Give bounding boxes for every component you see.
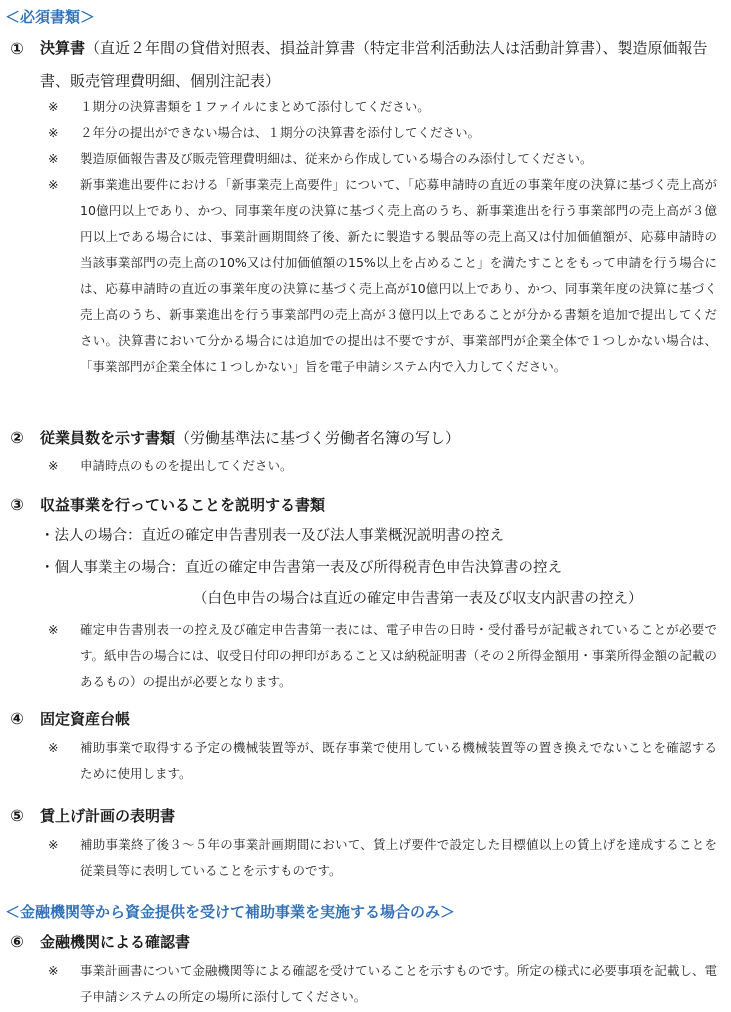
item-number: ⑤ [10, 806, 24, 825]
note-text: ２年分の提出ができない場合は、１期分の決算書を添付してください。 [80, 125, 481, 140]
item-title: 決算書 [40, 39, 86, 57]
item-heading [40, 704, 130, 734]
note-mark: ※ [48, 125, 59, 140]
item-number: ④ [10, 709, 24, 728]
item-heading [40, 490, 325, 520]
item-title: 固定資産台帳 [40, 710, 131, 728]
item-number: ① [10, 39, 24, 58]
note-mark: ※ [48, 177, 59, 192]
note-mark: ※ [48, 740, 59, 755]
corporate-case-line: ・法人の場合：直近の確定申告書別表一及び法人事業概況説明書の控え [40, 528, 504, 544]
item-description: （直近２年間の貸借対照表、損益計算書（特定非営利活動法人は活動計算書）、製造原価報告書、販売管理費明細、個別注記表） [40, 39, 708, 90]
note-text: 事業計画書について金融機関等による確認を受けていることを示すものです。所定の様式に必要事項を記載し、電子申請システムの所定の場所に添付してください。 [80, 963, 717, 1004]
item-title: 従業員数を示す書類 [40, 429, 176, 447]
section-heading-financing: ＜金融機関等から資金提供を受けて補助事業を実施する場合のみ＞ [5, 903, 456, 921]
note-mark: ※ [48, 837, 59, 852]
item-number: ③ [10, 495, 24, 514]
item-heading [40, 423, 460, 453]
item-number: ⑥ [10, 932, 24, 951]
item-heading [40, 32, 715, 98]
sole-proprietor-case-line: ・個人事業主の場合：直近の確定申告書第一表及び所得税青色申告決算書の控え [40, 560, 562, 576]
item-title: 金融機関による確認書 [40, 933, 191, 951]
note-mark: ※ [48, 622, 59, 637]
note-text: 新事業進出要件における「新事業売上高要件」について、「応募申請時の直近の事業年度の決算に基づく売上高が10億円以上であり、かつ、同事業年度の決算に基づく売上高のうち、新事業進出を行う事業部門の売上高が３億円以上である場合には、事業計画期間終了後、新たに製造する製品等の売上高又は付加価値額が、応募申請時の当該事業部門の売上高の10%又は付加価値額の15%以上を占めること」を満たすことをもって申請を行う場合には、応募申請時の直近の事業年度の決算に基づく売上高が10億円以上であり、かつ、同事業年度の決算に基づく売上高のうち、新事業進出を行う事業部門の売上高が３億円以上であることが分かる書類を追加で提出してください。決算書において分かる場合には追加での提出は不要ですが、事業部門が企業全体で１つしかない場合は、「事業部門が企業全体に１つしかない」旨を電子申請システム内で入力してください。 [80, 177, 717, 374]
note-mark: ※ [48, 963, 59, 978]
note-text: 製造原価報告書及び販売管理費明細は、従来から作成している場合のみ添付してください。 [80, 151, 593, 166]
note-text: 申請時点のものを提出してください。 [80, 458, 293, 473]
item-number: ② [10, 428, 24, 447]
note-text: 補助事業終了後３～５年の事業計画期間において、賃上げ要件で設定した目標値以上の賃上げを達成することを従業員等に表明していることを示すものです。 [80, 837, 717, 878]
note-text: １期分の決算書類を１ファイルにまとめて添付してください。 [80, 99, 430, 114]
note-text: 補助事業で取得する予定の機械装置等が、既存事業で使用している機械装置等の置き換えでないことを確認するために使用します。 [80, 740, 717, 781]
note-text: 確定申告書別表一の控え及び確定申告書第一表には、電子申告の日時・受付番号が記載されていることが必要です。紙申告の場合には、収受日付印の押印があること又は納税証明書（その２所得金額用・事業所得金額の記載のあるもの）の提出が必要となります。 [80, 622, 717, 689]
section-heading-required: ＜必須書類＞ [5, 8, 96, 26]
item-title: 賃上げ計画の表明書 [40, 807, 176, 825]
item-description: （労働基準法に基づく労働者名簿の写し） [175, 429, 461, 447]
item-heading [40, 927, 190, 957]
item-title: 収益事業を行っていることを説明する書類 [40, 496, 326, 514]
item-heading [40, 801, 175, 831]
white-return-note-line: （白色申告の場合は直近の確定申告書第一表及び収支内訳書の控え） [193, 591, 643, 607]
note-mark: ※ [48, 458, 59, 473]
note-mark: ※ [48, 151, 59, 166]
note-mark: ※ [48, 99, 59, 114]
